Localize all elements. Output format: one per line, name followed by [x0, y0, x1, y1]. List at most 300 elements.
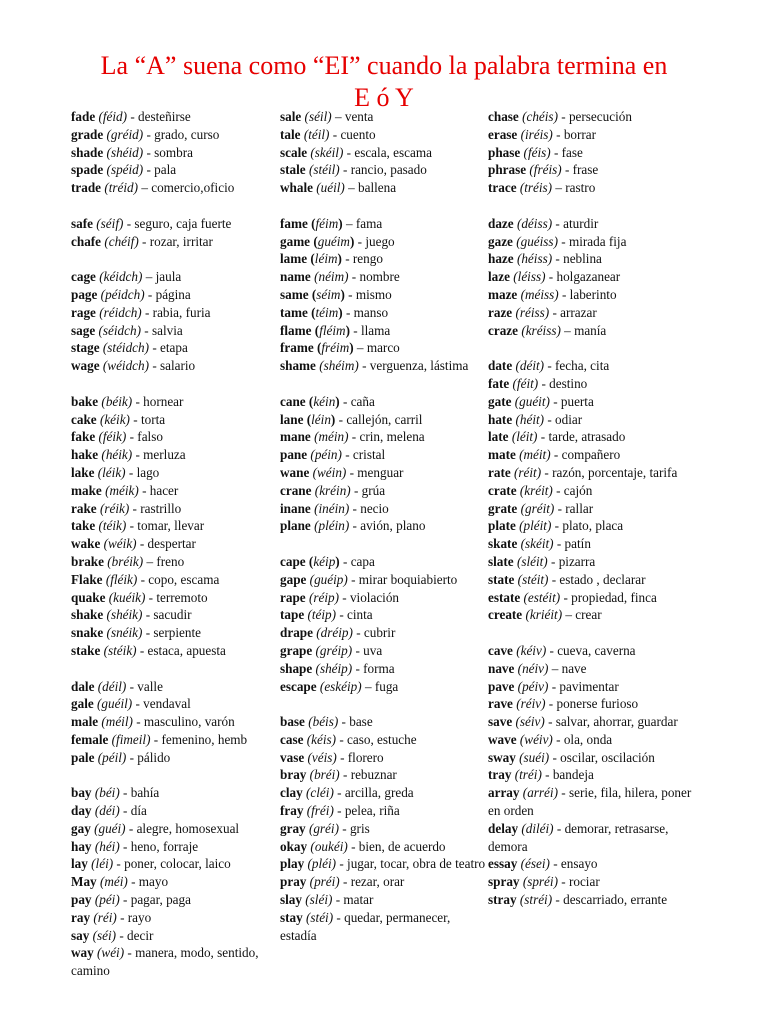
spanish-meaning: - pálido [126, 749, 171, 765]
english-word: pale [71, 749, 95, 765]
pronunciation: (tréid) [104, 180, 139, 196]
vocab-entry [488, 749, 703, 767]
closing-paren: ) [335, 553, 340, 569]
vocab-entry [280, 713, 486, 731]
english-word: erase [488, 126, 518, 142]
vocab-entry [488, 589, 703, 607]
english-word: inane [280, 500, 311, 516]
pronunciation: (néim) [314, 269, 349, 285]
pronunciation: (spréi) [522, 874, 558, 890]
pronunciation: (féik) [98, 429, 127, 445]
pronunciation: (gréi) [308, 820, 339, 836]
pronunciation: (wéin) [312, 464, 347, 480]
spanish-meaning: - ola, onda [552, 731, 613, 747]
english-word: chafe [71, 233, 102, 249]
group-spacer [280, 197, 486, 215]
spanish-meaning: - rengo [341, 251, 383, 267]
spanish-meaning: - torta [129, 411, 166, 427]
spanish-meaning: - vendaval [132, 696, 191, 712]
vocab-entry [280, 126, 486, 144]
english-word: state [488, 571, 515, 587]
closing-paren: ) [338, 304, 343, 320]
vocab-entry [280, 393, 486, 411]
spanish-meaning: - aturdir [552, 215, 599, 231]
english-word: stray [488, 892, 517, 908]
spanish-meaning: - mirada fija [557, 233, 627, 249]
pronunciation: (héi) [94, 838, 120, 854]
pronunciation: (diléi) [521, 820, 554, 836]
pronunciation: (shéid) [106, 144, 144, 160]
vocab-entry [71, 357, 279, 375]
spanish-meaning: – jaula [142, 269, 182, 285]
spanish-meaning: - mirar boquiabierto [347, 571, 458, 587]
pronunciation: guéim [317, 233, 350, 249]
vocab-entry [71, 411, 279, 429]
vocab-entry [71, 322, 279, 340]
spanish-meaning: - pizarra [547, 553, 596, 569]
spanish-meaning: - uva [352, 642, 383, 658]
spanish-meaning: - cinta [336, 607, 373, 623]
spanish-meaning: - página [144, 286, 191, 302]
pronunciation: (fléik) [105, 571, 138, 587]
closing-paren: ) [349, 340, 354, 356]
pronunciation: (spéid) [106, 162, 144, 178]
closing-paren: ) [330, 411, 336, 427]
closing-paren: ) [349, 233, 355, 249]
spanish-meaning: - rabia, furia [141, 304, 211, 320]
vocab-entry [71, 233, 279, 251]
english-word: fate [488, 375, 510, 391]
pronunciation: (véis) [307, 749, 337, 765]
vocab-entry [488, 233, 703, 251]
spanish-meaning: - falso [126, 429, 163, 445]
vocab-entry [488, 731, 703, 749]
pronunciation: (wéik) [103, 536, 137, 552]
spanish-meaning: - manera, modo, sentido, camino [71, 945, 259, 979]
vocab-entry [71, 500, 279, 518]
pronunciation: (réip) [308, 589, 339, 605]
english-word: shake [71, 607, 104, 623]
english-word: scale [280, 144, 308, 160]
spanish-meaning: - rallar [554, 500, 594, 516]
vocab-entry [280, 891, 486, 909]
spanish-meaning: - salario [149, 358, 196, 374]
english-word: mate [488, 447, 516, 463]
spanish-meaning: - alegre, homosexual [125, 820, 240, 836]
pronunciation: léin [311, 411, 331, 427]
english-word: gaze [488, 233, 513, 249]
vocab-column-2 [280, 108, 486, 944]
english-word: slay [280, 892, 302, 908]
pronunciation: (réi) [93, 909, 117, 925]
vocab-entry [71, 678, 279, 696]
closing-paren: ) [335, 393, 340, 409]
spanish-meaning: - masculino, varón [132, 714, 235, 730]
pronunciation: (kréin) [314, 482, 351, 498]
spanish-meaning: - gris [338, 820, 370, 836]
english-word: page [71, 286, 98, 302]
pronunciation: (péidch) [100, 286, 145, 302]
pronunciation: (pléin) [314, 518, 350, 534]
pronunciation: féim [315, 215, 339, 231]
vocab-entry [280, 286, 486, 304]
vocab-entry [71, 517, 279, 535]
closing-paren: ) [345, 322, 350, 338]
pronunciation: (séi) [92, 927, 117, 943]
english-word: May [71, 874, 97, 890]
spanish-meaning: - cueva, caverna [546, 642, 636, 658]
title-line-1: La “A” suena como “EI” cuando la palabra termina en [100, 51, 668, 80]
english-word: laze [488, 269, 510, 285]
vocab-entry [71, 571, 279, 589]
pronunciation: (stéit) [517, 571, 549, 587]
vocab-entry [280, 624, 486, 642]
pronunciation: (estéit) [523, 589, 561, 605]
vocab-entry [71, 873, 279, 891]
pronunciation: (kéidch) [99, 269, 143, 285]
english-word: nave [488, 660, 515, 676]
pronunciation: (téip) [307, 607, 337, 623]
spanish-meaning: - menguar [346, 464, 404, 480]
english-word: bay [71, 785, 92, 801]
english-word: fake [71, 429, 96, 445]
spanish-meaning: - heno, forraje [119, 838, 199, 854]
spanish-meaning: - jugar, tocar, obra de teatro [336, 856, 486, 872]
vocab-entry [71, 909, 279, 927]
pronunciation: (stéik) [103, 642, 137, 658]
vocab-entry [71, 286, 279, 304]
vocab-entry [71, 446, 279, 464]
spanish-meaning: - femenino, hemb [150, 731, 248, 747]
group-spacer [71, 375, 279, 393]
vocab-entry [280, 642, 486, 660]
pronunciation: (téil) [303, 126, 330, 142]
vocab-entry [488, 820, 703, 856]
vocab-entry [280, 784, 486, 802]
english-word: dale [71, 678, 95, 694]
spanish-meaning: - grado, curso [143, 126, 220, 142]
english-word: make [71, 482, 102, 498]
spanish-meaning: - lago [125, 464, 160, 480]
spanish-meaning: - escala, escama [343, 144, 432, 160]
spanish-meaning: - sacudir [142, 607, 192, 623]
vocab-entry [280, 144, 486, 162]
spanish-meaning: - estado , declarar [548, 571, 646, 587]
spanish-meaning: - borrar [552, 126, 597, 142]
spanish-meaning: - puerta [549, 393, 594, 409]
english-word: spade [71, 162, 104, 178]
spanish-meaning: - necio [349, 500, 389, 516]
pronunciation: (shéik) [106, 607, 143, 623]
pronunciation: (sléit) [516, 553, 548, 569]
vocab-entry [280, 500, 486, 518]
spanish-meaning: - tomar, llevar [126, 518, 205, 534]
pronunciation: (uéil) [316, 180, 345, 196]
pronunciation: (séil) [304, 109, 332, 124]
page-title [0, 50, 768, 114]
english-word: tray [488, 767, 512, 783]
vocab-entry [488, 179, 703, 197]
spanish-meaning: - callejón, carril [335, 411, 423, 427]
pronunciation: (bréi) [309, 767, 340, 783]
english-word: way [71, 945, 94, 961]
vocab-entry [488, 464, 703, 482]
spanish-meaning: - copo, escama [137, 571, 220, 587]
pronunciation: (wéidch) [102, 358, 150, 374]
english-word: wave [488, 731, 517, 747]
group-spacer [488, 624, 703, 642]
pronunciation: (guéil) [97, 696, 133, 712]
vocab-entry [71, 393, 279, 411]
english-word: delay [488, 820, 519, 836]
english-word: fame ( [280, 215, 316, 231]
vocab-entry [280, 802, 486, 820]
spanish-meaning: - ponerse furioso [545, 696, 639, 712]
spanish-meaning: - serpiente [142, 625, 202, 641]
english-word: estate [488, 589, 521, 605]
spanish-meaning: - poner, colocar, laico [113, 856, 231, 872]
vocab-entry [488, 517, 703, 535]
pronunciation: (fréis) [529, 162, 562, 178]
vocab-entry [71, 589, 279, 607]
pronunciation: (skéil) [310, 144, 344, 160]
vocab-entry [71, 891, 279, 909]
english-word: frame ( [280, 340, 322, 356]
english-word: same ( [280, 286, 317, 302]
spanish-meaning: - manso [342, 304, 389, 320]
vocab-entry [71, 731, 279, 749]
english-word: pave [488, 678, 515, 694]
pronunciation: (wéi) [97, 945, 125, 961]
vocab-entry [280, 766, 486, 784]
spanish-meaning: - salvia [140, 322, 183, 338]
vocab-entry [280, 909, 486, 945]
vocab-entry [488, 500, 703, 518]
spanish-meaning: - llama [349, 322, 391, 338]
vocab-entry [280, 820, 486, 838]
spanish-meaning: - cajón [552, 482, 593, 498]
english-word: clay [280, 785, 303, 801]
english-word: grade [71, 126, 104, 142]
english-word: phase [488, 144, 521, 160]
pronunciation: (séif) [96, 215, 124, 231]
vocab-entry [280, 179, 486, 197]
spanish-meaning: - demorar, retrasarse, demora [488, 820, 669, 854]
english-word: shame [280, 358, 316, 374]
group-spacer [71, 660, 279, 678]
english-word: brake [71, 553, 104, 569]
english-word: rate [488, 464, 511, 480]
pronunciation: (séidch) [98, 322, 141, 338]
vocab-entry [280, 446, 486, 464]
spanish-meaning: - persecución [557, 109, 632, 124]
vocab-entry [71, 428, 279, 446]
pronunciation: (béis) [308, 714, 339, 730]
pronunciation: kéip [313, 553, 336, 569]
vocab-entry [71, 179, 279, 197]
pronunciation: (réiss) [515, 304, 550, 320]
pronunciation: (stréi) [519, 892, 553, 908]
pronunciation: (kéiv) [516, 642, 547, 658]
vocab-entry [71, 606, 279, 624]
vocab-entry [280, 553, 486, 571]
english-word: take [71, 518, 96, 534]
vocab-entry [488, 161, 703, 179]
spanish-meaning: - pala [143, 162, 177, 178]
spanish-meaning: – rastro [552, 180, 596, 196]
english-word: day [71, 803, 92, 819]
spanish-meaning: - quedar, permanecer, estadía [280, 909, 451, 943]
vocab-entry [280, 428, 486, 446]
english-word: fade [71, 109, 96, 124]
pronunciation: (pléit) [519, 518, 552, 534]
spanish-meaning: - rozar, irritar [138, 233, 213, 249]
spanish-meaning: - mayo [127, 874, 169, 890]
english-word: lame ( [280, 251, 315, 267]
vocab-entry [488, 482, 703, 500]
pronunciation: (préi) [309, 874, 340, 890]
spanish-meaning: – fama [342, 215, 383, 231]
english-word: mane [280, 429, 311, 445]
pronunciation: (héik) [101, 447, 133, 463]
vocab-entry [280, 838, 486, 856]
english-word: save [488, 714, 513, 730]
vocab-entry [71, 108, 279, 126]
pronunciation: (stéil) [308, 162, 340, 178]
closing-paren: ) [338, 215, 343, 231]
group-spacer [71, 197, 279, 215]
vocab-entry [488, 375, 703, 393]
vocab-entry [280, 606, 486, 624]
pronunciation: (cléi) [306, 785, 334, 801]
spanish-meaning: - caso, estuche [336, 731, 417, 747]
english-word: hake [71, 447, 99, 463]
english-word: stake [71, 642, 101, 658]
pronunciation: (léik) [97, 464, 126, 480]
english-word: hate [488, 411, 513, 427]
pronunciation: léim [314, 251, 338, 267]
spanish-meaning: - avión, plano [349, 518, 426, 534]
spanish-meaning: - merluza [132, 447, 186, 463]
vocab-entry [488, 678, 703, 696]
spanish-meaning: - valle [126, 678, 163, 694]
english-word: sale [280, 109, 302, 124]
pronunciation: (kéis) [306, 731, 337, 747]
vocab-entry [488, 855, 703, 873]
english-word: rage [71, 304, 96, 320]
vocab-entry [488, 873, 703, 891]
pronunciation: (réik) [99, 500, 130, 516]
pronunciation: (réit) [514, 464, 542, 480]
vocab-entry [71, 944, 279, 980]
pronunciation: (béi) [94, 785, 120, 801]
vocab-entry [488, 535, 703, 553]
pronunciation: (béik) [101, 393, 133, 409]
vocab-entry [71, 161, 279, 179]
pronunciation: (léi) [91, 856, 114, 872]
english-word: hay [71, 838, 92, 854]
pronunciation: (iréis) [520, 126, 553, 142]
english-word: cave [488, 642, 513, 658]
english-word: plane [280, 518, 311, 534]
spanish-meaning: – fuga [361, 678, 399, 694]
pronunciation: (tréis) [519, 180, 553, 196]
spanish-meaning: - rayo [116, 909, 152, 925]
pronunciation: (guéiss) [516, 233, 558, 249]
english-word: gray [280, 820, 306, 836]
pronunciation: (tréi) [514, 767, 542, 783]
spanish-meaning: - rezar, orar [339, 874, 405, 890]
spanish-meaning: - seguro, caja fuerte [123, 215, 232, 231]
english-word: case [280, 731, 304, 747]
vocab-entry [71, 624, 279, 642]
pronunciation: (chéif) [104, 233, 139, 249]
spanish-meaning: - arrazar [549, 304, 597, 320]
english-word: ray [71, 909, 91, 925]
spanish-meaning: - arcilla, greda [333, 785, 414, 801]
vocab-entry [488, 411, 703, 429]
vocab-entry [71, 802, 279, 820]
english-word: create [488, 607, 523, 623]
spanish-meaning: - bien, de acuerdo [347, 838, 446, 854]
vocab-entry [280, 678, 486, 696]
pronunciation: (péiv) [517, 678, 549, 694]
english-word: gate [488, 393, 512, 409]
english-word: slate [488, 553, 514, 569]
english-word: flame ( [280, 322, 320, 338]
english-word: wage [71, 358, 100, 374]
english-word: bake [71, 393, 99, 409]
vocab-entry [488, 606, 703, 624]
english-word: okay [280, 838, 308, 854]
english-word: safe [71, 215, 93, 231]
group-spacer [280, 375, 486, 393]
pronunciation: (guéi) [94, 820, 126, 836]
pronunciation: kéin [313, 393, 336, 409]
spanish-meaning: - ensayo [549, 856, 598, 872]
group-spacer [71, 250, 279, 268]
english-word: haze [488, 251, 514, 267]
spanish-meaning: - cubrir [352, 625, 396, 641]
pronunciation: (déi) [94, 803, 120, 819]
vocab-entry [71, 126, 279, 144]
vocab-entry [71, 339, 279, 357]
english-word: shape [280, 660, 313, 676]
english-word: skate [488, 536, 518, 552]
pronunciation: (péil) [97, 749, 127, 765]
group-spacer [280, 695, 486, 713]
vocab-entry [280, 339, 486, 357]
english-word: gape [280, 571, 307, 587]
pronunciation: (péin) [310, 447, 342, 463]
spanish-meaning: - frase [561, 162, 599, 178]
vocab-entry [488, 891, 703, 909]
pronunciation: (dréip) [316, 625, 353, 641]
pronunciation: (arréi) [522, 785, 558, 801]
spanish-meaning: - caña [339, 393, 375, 409]
spanish-meaning: – marco [353, 340, 400, 356]
english-word: snake [71, 625, 104, 641]
vocab-entry [71, 464, 279, 482]
vocab-entry [488, 642, 703, 660]
spanish-meaning: - capa [339, 553, 375, 569]
english-word: sage [71, 322, 96, 338]
vocab-entry [280, 873, 486, 891]
vocab-entry [280, 233, 486, 251]
vocab-entry [488, 393, 703, 411]
spanish-meaning: - descarriado, errante [552, 892, 668, 908]
vocab-entry [488, 784, 703, 820]
